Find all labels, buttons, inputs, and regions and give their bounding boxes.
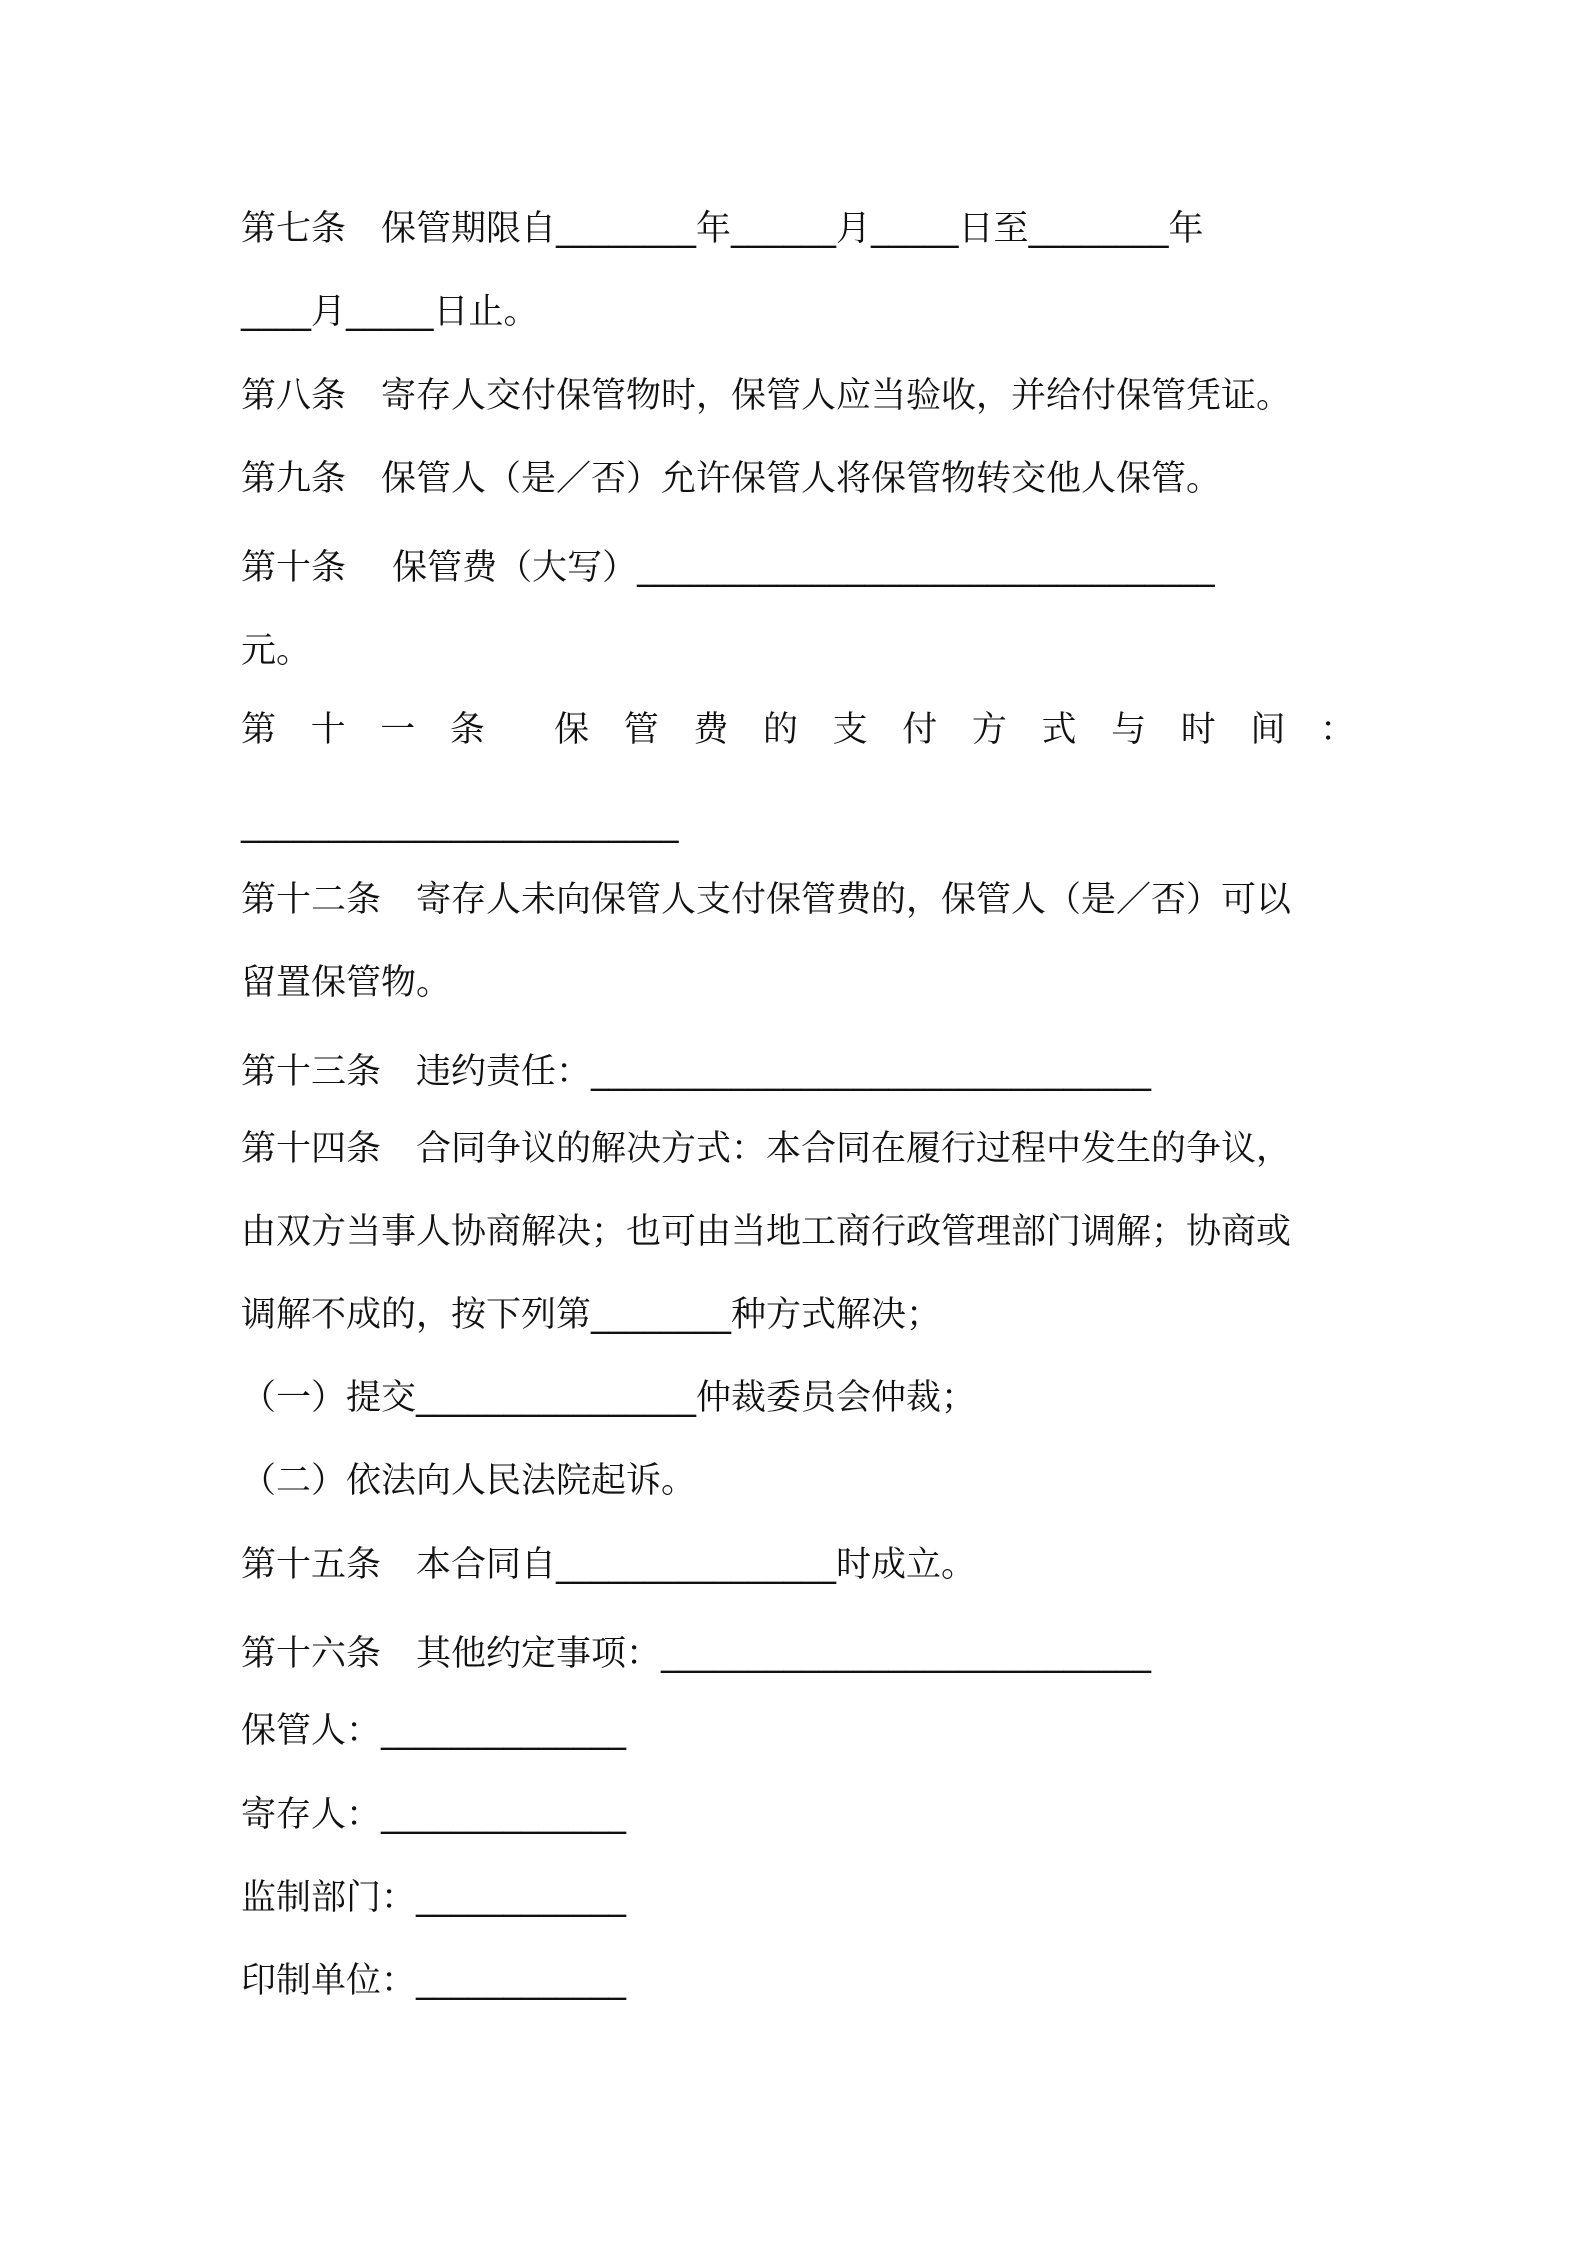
article-11-char: 十 (310, 710, 346, 750)
article-13: 第十三条 违约责任：________________________________ (241, 1052, 1152, 1092)
article-11-char: 时 (1180, 710, 1216, 750)
article-7-line-1: 第七条 保管期限自________年______月_____日至________年 (241, 209, 1204, 249)
article-14-line-2: 由双方当事人协商解决；也可由当地工商行政管理部门调解；协商或 (241, 1212, 1292, 1252)
article-11-char: 第 (241, 710, 277, 750)
article-11-char: 支 (832, 710, 868, 750)
article-11-char: 方 (971, 710, 1007, 750)
article-10-line-1: 第十条 保管费（大写）_________________________________ (241, 548, 1215, 588)
article-15: 第十五条 本合同自________________时成立。 (241, 1545, 977, 1585)
article-11-char: 费 (693, 710, 729, 750)
article-14-option-2: （二）依法向人民法院起诉。 (241, 1461, 697, 1501)
article-9: 第九条 保管人（是／否）允许保管人将保管物转交他人保管。 (241, 459, 1222, 499)
article-11-char: 式 (1041, 710, 1077, 750)
supervising-department: 监制部门：____________ (241, 1878, 627, 1918)
article-11-char: ： (1319, 710, 1355, 750)
article-11-line-1 (241, 705, 1355, 755)
article-8: 第八条 寄存人交付保管物时，保管人应当验收，并给付保管凭证。 (241, 376, 1292, 416)
article-11-char: 保 (554, 710, 590, 750)
article-16: 第十六条 其他约定事项：____________________________ (241, 1634, 1152, 1674)
custodian-signature: 保管人：______________ (241, 1711, 627, 1751)
article-11-char: 的 (762, 710, 798, 750)
article-7-line-2: ____月_____日止。 (241, 292, 539, 332)
article-12-line-1: 第十二条 寄存人未向保管人支付保管费的，保管人（是／否）可以 (241, 880, 1292, 920)
article-11-char: 付 (902, 710, 938, 750)
article-11-char: 一 (380, 710, 416, 750)
article-11-char: 与 (1111, 710, 1147, 750)
depositor-signature: 寄存人：______________ (241, 1795, 627, 1835)
article-12-line-2: 留置保管物。 (241, 963, 452, 1003)
printing-unit: 印制单位：____________ (241, 1961, 627, 2001)
article-11-char: 间 (1250, 710, 1286, 750)
article-14-line-3: 调解不成的，按下列第________种方式解决； (241, 1295, 942, 1335)
article-14-line-1: 第十四条 合同争议的解决方式：本合同在履行过程中发生的争议， (241, 1129, 1292, 1169)
article-14-option-1: （一）提交________________仲裁委员会仲裁； (241, 1378, 977, 1418)
article-11-char: 条 (449, 710, 485, 750)
article-11-line-2: _________________________ (241, 804, 679, 844)
article-10-line-2: 元。 (241, 631, 312, 671)
article-11-char: 管 (623, 710, 659, 750)
